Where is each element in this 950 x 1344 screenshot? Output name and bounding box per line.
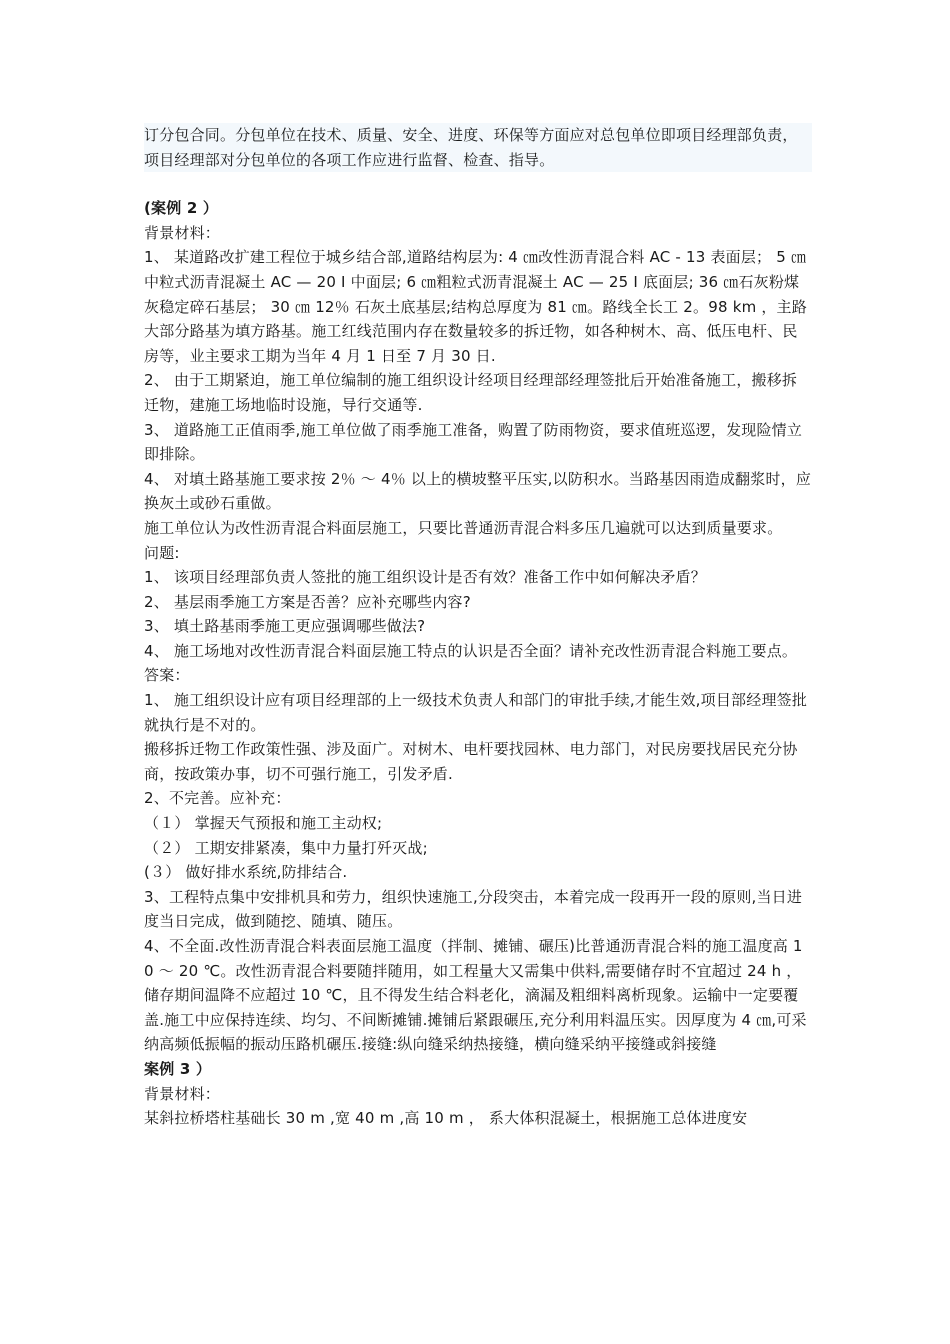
section-gap [144,172,812,196]
case-2-line: 1、 该项目经理部负责人签批的施工组织设计是否有效？准备工作中如何解决矛盾？ [144,568,706,587]
case-2-line: （１） 掌握天气预报和施工主动权; [144,814,383,833]
case-2-line: 2、 基层雨季施工方案是否善？应补充哪些内容? [144,592,471,611]
case-2-line: 3、 填土路基雨季施工更应强调哪些做法? [144,617,426,636]
case-2-line: 4、不全面.改性沥青混合料表面层施工温度（拌制、摊铺、碾压)比普通沥青混合料的施工温度高 10 ～ 20 ℃。改性沥青混合料要随拌随用，如工程量大又需集中供料,需要储存时不宜超过 24 h ，储存期间温降不应超过 10 ℃，且不得发生结合料老化，滴漏及粗细料离析现象。运输中一定要覆盖.施工中应保持连续、均匀、不间断摊铺.摊铺后紧跟碾压,充分利用料温压实。因厚度为 4 ㎝,可采纳高频低振幅的振动压路机碾压.接缝:纵向缝采纳热接缝，横向缝采纳平接缝或斜接缝 [144,937,807,1054]
case-2-line: 3、 道路施工正值雨季,施工单位做了雨季施工准备，购置了防雨物资，要求值班巡逻，发现险情立即排除。 [144,420,803,464]
case-2-line: 4、 施工场地对改性沥青混合料面层施工特点的认识是否全面？请补充改性沥青混合料施工要点。 [144,641,798,660]
case-2-heading: (案例 2 ） [144,199,219,218]
intro-paragraph: 订分包合同。分包单位在技术、质量、安全、进度、环保等方面应对总包单位即项目经理部负责，项目经理部对分包单位的各项工作应进行监督、检查、指导。 [144,126,798,169]
case-2-line: 答案： [144,666,190,685]
case-2-line: 问题: [144,543,180,562]
document-page [144,123,812,1131]
case-2-line: 3、工程特点集中安排机具和劳力，组织快速施工,分段突击，本着完成一段再开一段的原则,当日进度当日完成，做到随挖、随填、随压。 [144,887,803,931]
case-2-line: 背景材料： [144,223,221,242]
case-2-line: 2、不完善。应补充： [144,789,291,808]
case-3-heading: 案例 3 ） [144,1059,212,1078]
case-2-line: 4、 对填土路基施工要求按 2％ ～ 4％ 以上的横坡整平压实,以防积水。当路基因雨造成翻浆时，应换灰土或砂石重做。 [144,469,812,513]
case-2-line: 搬移拆迁物工作政策性强、涉及面广。对树木、电杆要找园林、电力部门，对民房要找居民充分协商，按政策办事，切不可强行施工，引发矛盾. [144,740,798,783]
case-2-line: 1、 施工组织设计应有项目经理部的上一级技术负责人和部门的审批手续,才能生效,项目部经理签批就执行是不对的。 [144,691,808,734]
case-2-line: 2、 由于工期紧迫，施工单位编制的施工组织设计经项目经理部经理签批后开始准备施工，搬移拆迁物，建施工场地临时设施，导行交通等. [144,371,798,414]
case-2-line: (３） 做好排水系统,防排结合. [144,863,348,882]
case-3-line: 某斜拉桥塔柱基础长 30 m ,宽 40 m ,高 10 m ， 系大体积混凝土，根据施工总体进度安 [144,1109,748,1128]
intro-paragraph-block [144,123,812,172]
case-2-line: 施工单位认为改性沥青混合料面层施工，只要比普通沥青混合料多压几遍就可以达到质量要求。 [144,518,783,537]
case-2-line: 1、 某道路改扩建工程位于城乡结合部,道路结构层为: 4 ㎝改性沥青混合料 AC - 13 表面层； 5 ㎝中粒式沥青混凝土 AC — 20 I 中面层; 6 ㎝粗粒式沥青混凝土 AC — 25 I 底面层; 36 ㎝石灰粉煤灰稳定碎石基层； 30 ㎝ 12％ 石灰土底基层;结构总厚度为 81 ㎝。路线全长工 2。98 km ，主路大部分路基为填方路基。施工红线范围内存在数量较多的拆迁物，如各种树木、高、低压电杆、民房等，业主要求工期为当年 4 月 1 日至 7 月 30 日. [144,248,807,365]
case-3-line: 背景材料： [144,1084,221,1103]
case-2-line: （２） 工期安排紧凑，集中力量打歼灭战; [144,838,428,857]
